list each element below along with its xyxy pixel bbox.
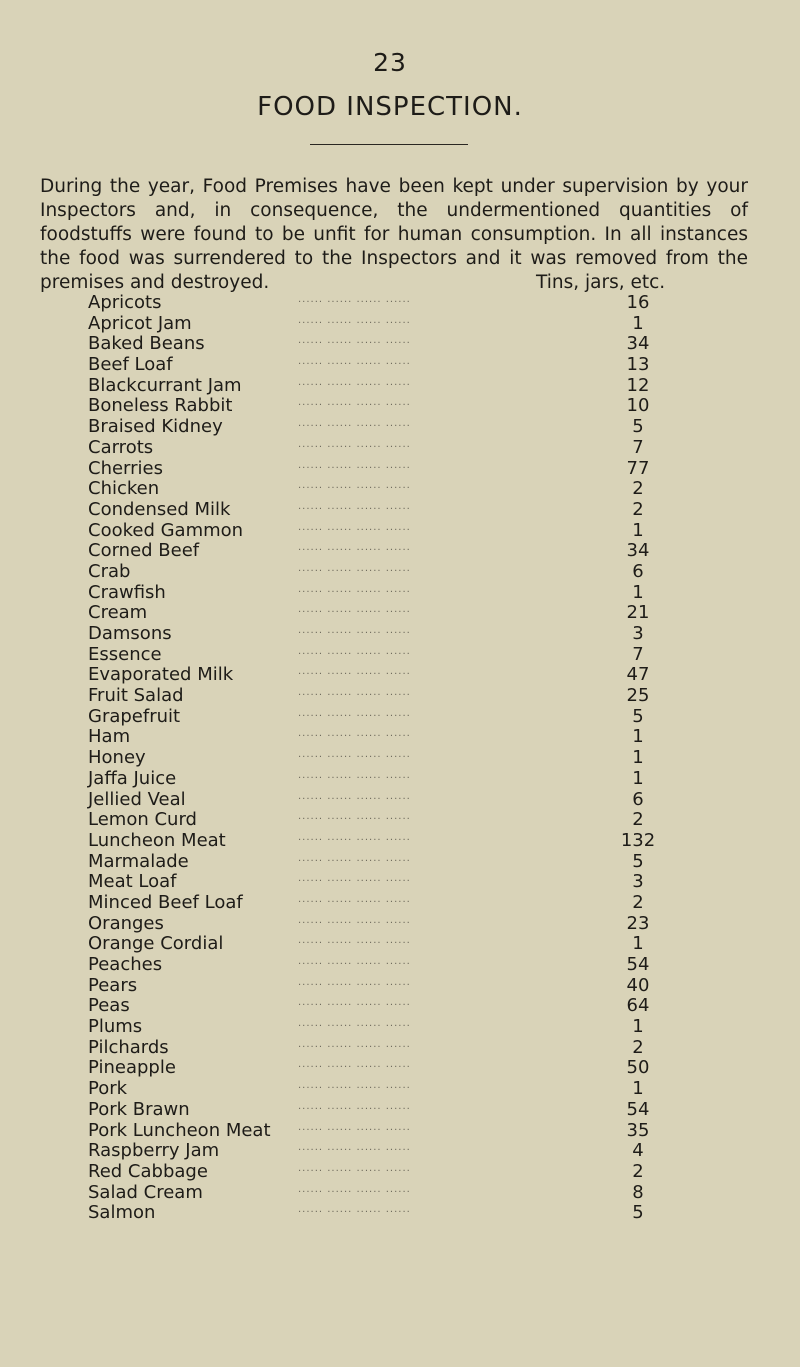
item-quantity: 7 xyxy=(632,436,644,458)
item-name: Cherries xyxy=(88,457,163,479)
item-name: Lemon Curd xyxy=(88,809,197,831)
dot-leader: ...... ...... ...... ...... xyxy=(298,542,411,554)
dot-leader: ...... ...... ...... ...... xyxy=(298,1121,411,1133)
item-name: Pork Luncheon Meat xyxy=(88,1119,271,1141)
item-quantity: 25 xyxy=(626,685,650,707)
dot-leader: ...... ...... ...... ...... xyxy=(298,976,411,988)
item-name: Fruit Salad xyxy=(88,685,184,707)
dot-leader: ...... ...... ...... ...... xyxy=(298,687,411,699)
item-name: Peaches xyxy=(88,954,163,975)
dot-leader: ...... ...... ...... ...... xyxy=(298,1100,411,1112)
item-quantity: 5 xyxy=(632,850,644,872)
item-quantity: 23 xyxy=(626,912,650,934)
item-quantity: 5 xyxy=(632,416,644,438)
dot-leader: ...... ...... ...... ...... xyxy=(298,459,411,471)
item-quantity: 1 xyxy=(632,1078,644,1100)
item-quantity: 5 xyxy=(632,705,644,727)
dot-leader: ...... ...... ...... ...... xyxy=(298,769,411,781)
item-name: Condensed Milk xyxy=(88,498,231,520)
dot-leader: ...... ...... ...... ...... xyxy=(298,356,411,368)
item-quantity: 4 xyxy=(632,1140,644,1162)
item-name: Beef Loaf xyxy=(88,354,173,376)
item-quantity: 21 xyxy=(626,602,650,624)
item-quantity: 2 xyxy=(632,891,644,913)
item-name: Apricots xyxy=(88,292,162,313)
item-quantity: 1 xyxy=(632,747,644,769)
item-quantity: 2 xyxy=(632,1160,644,1182)
dot-leader: ...... ...... ...... ...... xyxy=(298,500,411,512)
dot-leader: ...... ...... ...... ...... xyxy=(298,790,411,802)
dot-leader: ...... ...... ...... ...... xyxy=(298,480,411,492)
dot-leader: ...... ...... ...... ...... xyxy=(298,438,411,450)
item-name: Cooked Gammon xyxy=(88,519,244,541)
dot-leader: ...... ...... ...... ...... xyxy=(298,1204,411,1216)
item-name: Red Cabbage xyxy=(88,1160,208,1182)
dot-leader: ...... ...... ...... ...... xyxy=(298,1162,411,1174)
item-name: Plums xyxy=(88,1016,143,1038)
item-name: Apricot Jam xyxy=(88,312,192,334)
item-quantity: 10 xyxy=(626,395,650,417)
dot-leader: ...... ...... ...... ...... xyxy=(298,397,411,409)
item-name: Braised Kidney xyxy=(88,416,223,438)
item-name: Crawfish xyxy=(88,581,166,603)
item-quantity: 8 xyxy=(632,1181,644,1203)
item-name: Crab xyxy=(88,560,131,582)
dot-leader: ...... ...... ...... ...... xyxy=(298,314,411,326)
item-quantity: 3 xyxy=(632,871,644,893)
item-quantity: 54 xyxy=(626,954,650,975)
item-name: Baked Beans xyxy=(88,333,205,355)
item-name: Orange Cordial xyxy=(88,933,224,955)
item-quantity: 12 xyxy=(626,374,650,396)
item-quantity: 7 xyxy=(632,643,644,665)
item-quantity: 2 xyxy=(632,498,644,520)
page-number: 23 xyxy=(373,48,407,77)
title-underline xyxy=(310,144,468,145)
item-name: Jaffa Juice xyxy=(88,767,177,789)
item-quantity: 34 xyxy=(626,333,650,355)
dot-leader: ...... ...... ...... ...... xyxy=(298,831,411,843)
item-quantity: 6 xyxy=(632,788,644,810)
item-name: Ham xyxy=(88,726,131,748)
item-name: Pork Brawn xyxy=(88,1098,190,1120)
item-name: Blackcurrant Jam xyxy=(88,374,242,396)
dot-leader: ...... ...... ...... ...... xyxy=(298,562,411,574)
item-quantity: 132 xyxy=(620,829,656,851)
item-name: Damsons xyxy=(88,623,172,644)
item-quantity: 40 xyxy=(626,974,650,996)
item-name: Salad Cream xyxy=(88,1181,203,1203)
item-quantity: 47 xyxy=(626,664,650,686)
item-name: Cream xyxy=(88,602,148,624)
item-name: Corned Beef xyxy=(88,540,200,562)
item-name: Pork xyxy=(88,1078,128,1100)
item-name: Salmon xyxy=(88,1202,156,1224)
item-name: Boneless Rabbit xyxy=(88,395,233,417)
item-quantity: 50 xyxy=(626,1057,650,1079)
item-name: Carrots xyxy=(88,436,154,458)
item-quantity: 2 xyxy=(632,1036,644,1058)
dot-leader: ...... ...... ...... ...... xyxy=(298,893,411,905)
item-name: Jellied Veal xyxy=(88,788,186,810)
item-quantity: 3 xyxy=(632,623,644,644)
item-quantity: 1 xyxy=(632,767,644,789)
item-quantity: 77 xyxy=(626,457,650,479)
item-name: Essence xyxy=(88,643,162,665)
dot-leader: ...... ...... ...... ...... xyxy=(298,521,411,533)
dot-leader: ...... ...... ...... ...... xyxy=(298,1080,411,1092)
dot-leader: ...... ...... ...... ...... xyxy=(298,956,411,967)
item-quantity: 1 xyxy=(632,581,644,603)
dot-leader: ...... ...... ...... ...... xyxy=(298,418,411,430)
dot-leader: ...... ...... ...... ...... xyxy=(298,935,411,947)
item-name: Pineapple xyxy=(88,1057,176,1079)
dot-leader: ...... ...... ...... ...... xyxy=(298,1059,411,1071)
dot-leader: ...... ...... ...... ...... xyxy=(298,604,411,616)
item-quantity: 1 xyxy=(632,1016,644,1038)
item-quantity: 1 xyxy=(632,933,644,955)
item-quantity: 64 xyxy=(626,995,650,1017)
item-name: Chicken xyxy=(88,478,160,500)
item-quantity: 13 xyxy=(626,354,650,376)
list-item xyxy=(88,1203,668,1224)
column-header: Tins, jars, etc. xyxy=(536,272,666,293)
dot-leader: ...... ...... ...... ...... xyxy=(298,852,411,864)
dot-leader: ...... ...... ...... ...... xyxy=(298,1183,411,1195)
dot-leader: ...... ...... ...... ...... xyxy=(298,666,411,678)
dot-leader: ...... ...... ...... ...... xyxy=(298,625,411,636)
item-quantity: 2 xyxy=(632,809,644,831)
item-name: Evaporated Milk xyxy=(88,664,234,686)
item-quantity: 1 xyxy=(632,519,644,541)
dot-leader: ...... ...... ...... ...... xyxy=(298,376,411,388)
item-name: Grapefruit xyxy=(88,705,181,727)
dot-leader: ...... ...... ...... ...... xyxy=(298,749,411,761)
item-name: Oranges xyxy=(88,912,164,934)
dot-leader: ...... ...... ...... ...... xyxy=(298,583,411,595)
dot-leader: ...... ...... ...... ...... xyxy=(298,873,411,885)
item-name: Peas xyxy=(88,995,130,1017)
dot-leader: ...... ...... ...... ...... xyxy=(298,294,411,305)
item-name: Marmalade xyxy=(88,850,189,872)
dot-leader: ...... ...... ...... ...... xyxy=(298,1142,411,1154)
item-quantity: 2 xyxy=(632,478,644,500)
dot-leader: ...... ...... ...... ...... xyxy=(298,728,411,740)
dot-leader: ...... ...... ...... ...... xyxy=(298,335,411,347)
item-quantity: 1 xyxy=(632,312,644,334)
item-name: Raspberry Jam xyxy=(88,1140,220,1162)
intro-paragraph: During the year, Food Premises have been kept under supervision by your Inspectors and, in consequence, the undermentioned quantities of foodstuffs were found to be unfit for human consumption. In all instances the food was surrendered to the Inspectors and it was removed from the premises and destroyed. xyxy=(40,175,748,293)
item-quantity: 5 xyxy=(632,1202,644,1224)
item-quantity: 34 xyxy=(626,540,650,562)
item-name: Pears xyxy=(88,974,138,996)
item-quantity: 54 xyxy=(626,1098,650,1120)
dot-leader: ...... ...... ...... ...... xyxy=(298,1038,411,1050)
dot-leader: ...... ...... ...... ...... xyxy=(298,997,411,1009)
item-quantity: 16 xyxy=(626,292,650,313)
dot-leader: ...... ...... ...... ...... xyxy=(298,914,411,926)
item-name: Meat Loaf xyxy=(88,871,177,893)
dot-leader: ...... ...... ...... ...... xyxy=(298,811,411,823)
item-name: Pilchards xyxy=(88,1036,169,1058)
dot-leader: ...... ...... ...... ...... xyxy=(298,645,411,657)
page-title: FOOD INSPECTION. xyxy=(257,92,523,122)
dot-leader: ...... ...... ...... ...... xyxy=(298,707,411,719)
item-quantity: 35 xyxy=(626,1119,650,1141)
item-name: Luncheon Meat xyxy=(88,829,226,851)
food-item-list xyxy=(88,293,668,1224)
item-name: Minced Beef Loaf xyxy=(88,891,243,913)
dot-leader: ...... ...... ...... ...... xyxy=(298,1018,411,1030)
item-quantity: 6 xyxy=(632,560,644,582)
item-quantity: 1 xyxy=(632,726,644,748)
item-name: Honey xyxy=(88,747,146,769)
